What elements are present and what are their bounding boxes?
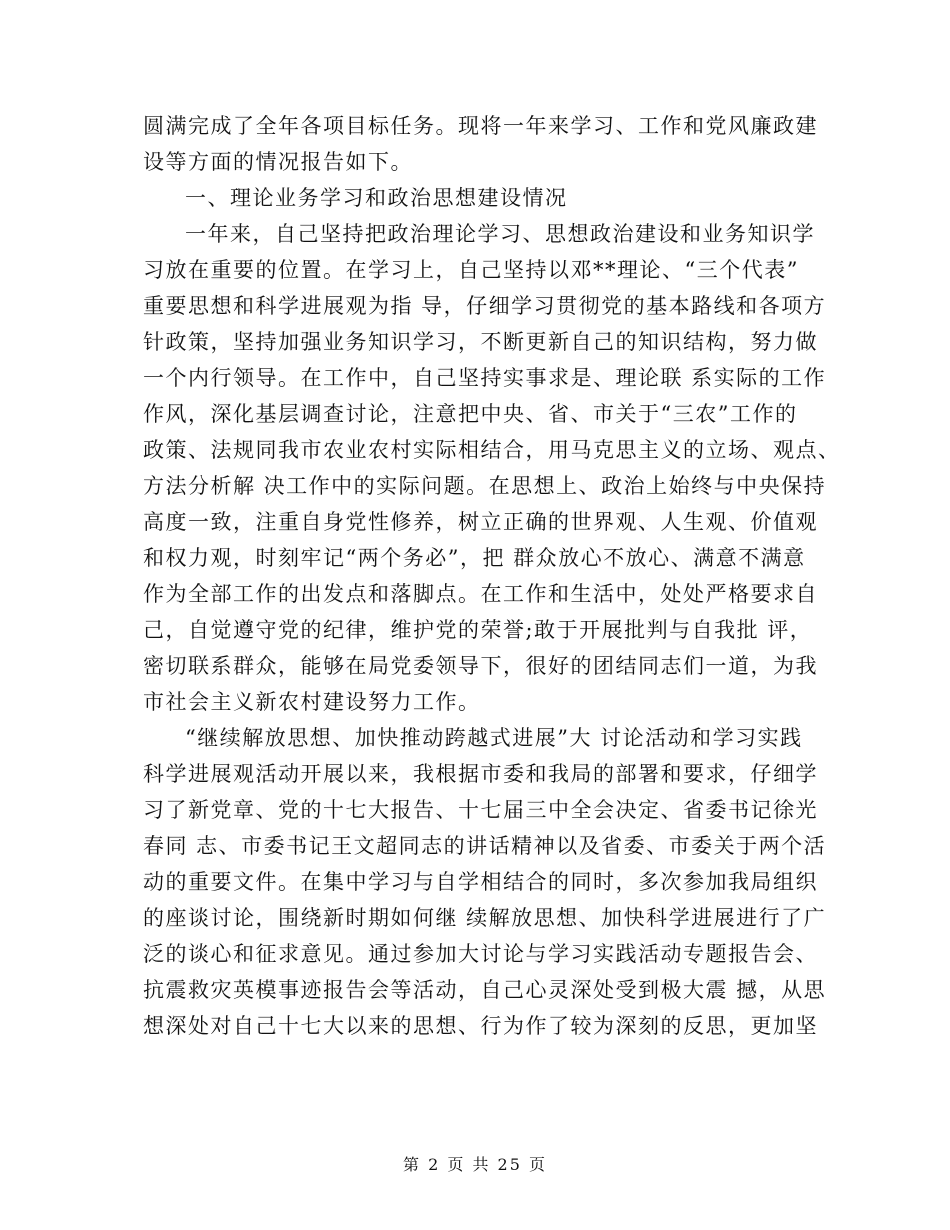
text-line: 方法分析解 决工作中的实际问题。在思想上、政治上始终与中央保持	[143, 474, 827, 498]
text-line: 春同 志、市委书记王文超同志的讲话精神以及省委、市委关于两个活	[143, 834, 827, 858]
page-number-footer: 第 2 页 共 25 页	[403, 1155, 547, 1174]
section-heading-text: 一、理论业务学习和政治思想建设情况	[185, 186, 568, 210]
text-line: 泛的谈心和征求意见。通过参加大讨论与学习实践活动专题报告会、	[143, 942, 818, 966]
text-line: 市社会主义新农村建设努力工作。	[143, 690, 481, 714]
text-line: 动的重要文件。在集中学习与自学相结合的同时，多次参加我局组织	[143, 870, 818, 894]
section-heading	[143, 180, 807, 216]
paragraph-study	[143, 216, 841, 720]
text-line: 抗震救灾英模事迹报告会等活动，自己心灵深处受到极大震 撼，从思	[143, 978, 827, 1002]
paragraph-continuation	[143, 108, 818, 180]
text-line: 科学进展观活动开展以来，我根据市委和我局的部署和要求，仔细学	[143, 762, 818, 786]
text-line: 圆满完成了全年各项目标任务。现将一年来学习、工作和党风廉政建	[143, 114, 818, 138]
text-line: 习放在重要的位置。在学习上，自己坚持以邓**理论、“三个代表”	[143, 258, 799, 282]
text-line: 想深处对自己十七大以来的思想、行为作了较为深刻的反思，更加坚	[143, 1014, 818, 1038]
document-body	[143, 108, 841, 1044]
text-line: 一年来，自己坚持把政治理论学习、思想政治建设和业务知识学	[185, 222, 815, 246]
text-line: 己，自觉遵守党的纪律，维护党的荣誉;敢于开展批判与自我批 评，	[143, 618, 813, 642]
text-line: 作为全部工作的出发点和落脚点。在工作和生活中，处处严格要求自	[143, 582, 818, 606]
text-line: 一个内行领导。在工作中，自己坚持实事求是、理论联 系实际的工作	[143, 366, 827, 390]
text-line: 和权力观，时刻牢记“两个务必”，把 群众放心不放心、满意不满意	[143, 546, 806, 570]
text-line: 高度一致，注重自身党性修养，树立正确的世界观、人生观、价值观	[143, 510, 818, 534]
text-line: 习了新党章、党的十七大报告、十七届三中全会决定、省委书记徐光	[143, 798, 818, 822]
text-line: 重要思想和科学进展观为指 导，仔细学习贯彻党的基本路线和各项方	[143, 294, 827, 318]
paragraph-activities	[143, 720, 827, 1044]
text-line: 设等方面的情况报告如下。	[143, 150, 413, 174]
text-line: 针政策，坚持加强业务知识学习，不断更新自己的知识结构，努力做	[143, 330, 818, 354]
text-line: 密切联系群众，能够在局党委领导下，很好的团结同志们一道，为我	[143, 654, 818, 678]
text-line: “继续解放思想、加快推动跨越式进展”大 讨论活动和学习实践	[185, 726, 803, 750]
text-line: 作风，深化基层调查讨论，注意把中央、省、市关于“三农”工作的	[143, 402, 798, 426]
text-line: 政策、法规同我市农业农村实际相结合，用马克思主义的立场、观点、	[143, 438, 841, 462]
text-line: 的座谈讨论，围绕新时期如何继 续解放思想、加快科学进展进行了广	[143, 906, 827, 930]
